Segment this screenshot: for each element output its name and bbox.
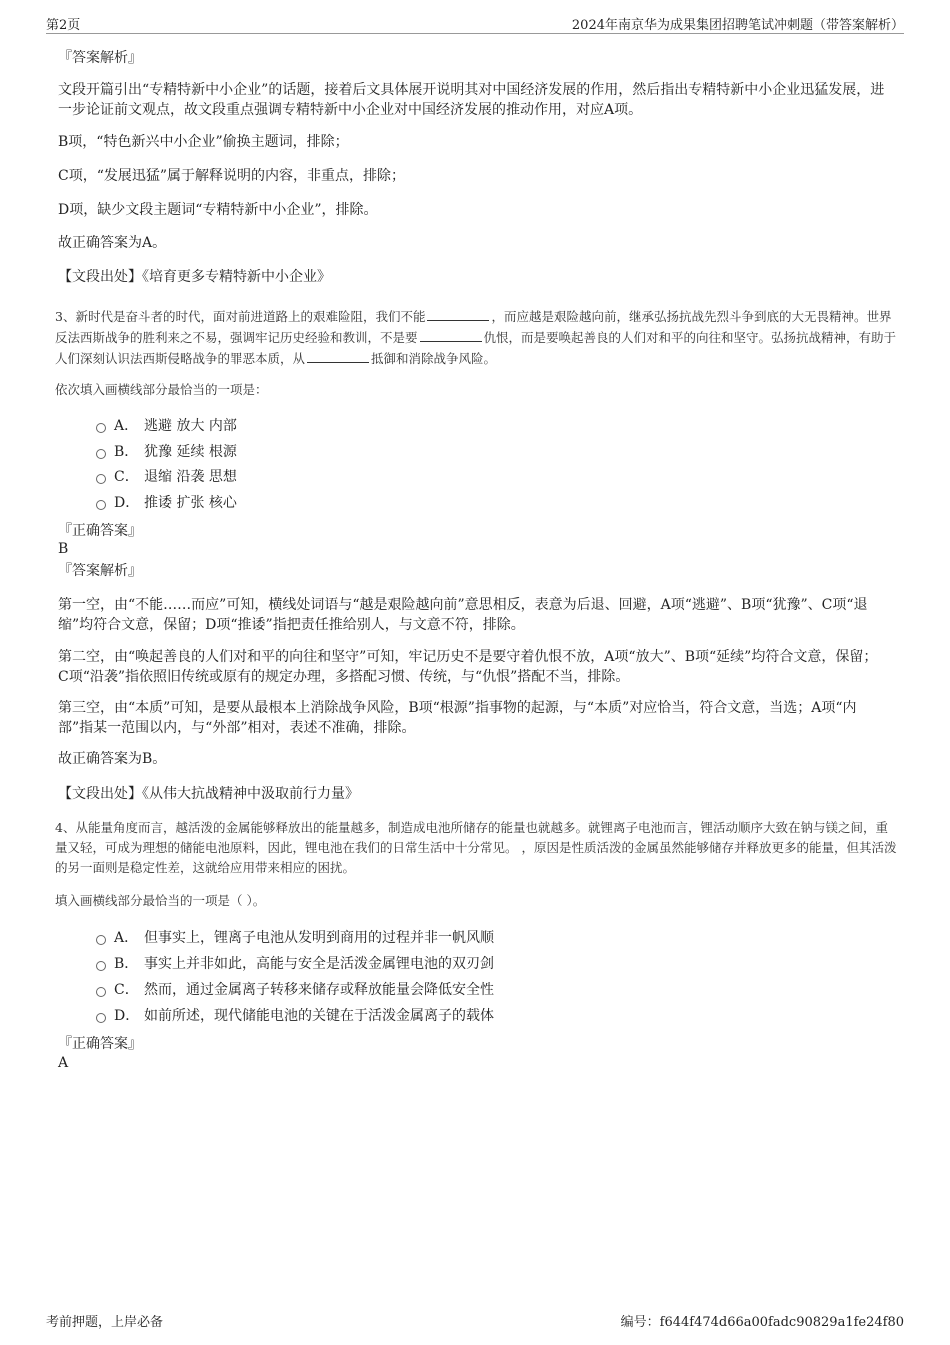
q2-analysis-p3: C项，“发展迅猛”属于解释说明的内容，非重点，排除； [58,168,406,184]
q4-option-b[interactable]: B． 事实上并非如此，高能与安全是活泼金属锂电池的双刃剑 [96,954,494,974]
radio-icon[interactable] [96,987,106,997]
radio-icon[interactable] [96,961,106,971]
q3-option-d[interactable]: D． 推诿 扩张 核心 [96,493,237,513]
q4-correct-answer: A [58,1055,69,1071]
q4-correct-title: 『正确答案』 [58,1036,142,1052]
radio-icon[interactable] [96,423,106,433]
radio-icon[interactable] [96,935,106,945]
q4-option-d[interactable]: D． 如前所述，现代储能电池的关键在于活泼金属离子的载体 [96,1006,494,1026]
q3-prompt: 依次填入画横线部分最恰当的一项是： [55,382,268,397]
q2-answer-line: 故正确答案为A。 [58,235,167,251]
q3-option-b[interactable]: B． 犹豫 延续 根源 [96,442,237,462]
q2-analysis-p2: B项，“特色新兴中小企业”偷换主题词，排除； [58,134,349,150]
page-header [46,13,904,34]
q3-answer-line: 故正确答案为B。 [58,751,167,767]
blank-3 [307,348,369,363]
blank-1 [427,306,489,321]
q3-analysis-p1: 第一空，由“不能……而应”可知，横线处词语与“越是艰险越向前”意思相反，表意为后退、回避，A项“逃避”、B项“犹豫”、C项“退缩”均符合文意，保留；D项“推诿”指把责任推给别人，与文意不符，排除。 [58,597,868,633]
q2-source: 【文段出处】《培育更多专精特新中小企业》 [58,269,331,285]
q3-correct-title: 『正确答案』 [58,523,142,539]
page-number: 第2页 [46,18,81,33]
radio-icon[interactable] [96,500,106,510]
radio-icon[interactable] [96,474,106,484]
q3-option-c[interactable]: C． 退缩 沿袭 思想 [96,467,237,487]
q2-analysis-p1: 文段开篇引出“专精特新中小企业”的话题，接着后文具体展开说明其对中国经济发展的作用，然后指出专精特新中小企业迅猛发展，进一步论证前文观点，故文段重点强调专精特新中小企业对中国经济发展的推动作用，对应A项。 [58,82,885,118]
q3-stem: 3、新时代是奋斗者的时代，面对前进道路上的艰难险阻，我们不能 ，而应越是艰险越向前，继承弘扬抗战先烈斗争到底的大无畏精神。世界反法西斯战争的胜利来之不易，强调牢记历史经验和教训，不是要 仇恨，而是要唤起善良的人们对和平的向往和坚守。弘扬抗战精神，有助于人们深刻认识法西斯侵略战争的罪恶本质，从 抵御和消除战争风险。 [55,306,897,369]
q3-analysis-p3: 第三空，由“本质”可知，是要从最根本上消除战争风险，B项“根源”指事物的起源，与“本质”对应恰当，符合文意，当选；A项“内部”指某一范围以内，与“外部”相对，表述不准确，排除。 [58,700,857,736]
q2-analysis-title: 『答案解析』 [58,50,142,66]
q3-source: 【文段出处】《从伟大抗战精神中汲取前行力量》 [58,786,359,802]
q2-analysis-p4: D项，缺少文段主题词“专精特新中小企业”，排除。 [58,202,378,218]
q4-prompt: 填入画横线部分最恰当的一项是（ ）。 [55,893,266,908]
q3-correct-answer: B [58,541,69,557]
document-title: 2024年南京华为成果集团招聘笔试冲刺题（带答案解析） [571,18,904,33]
q3-option-a[interactable]: A． 逃避 放大 内部 [96,416,237,436]
q3-analysis-p2: 第二空，由“唤起善良的人们对和平的向往和坚守”可知，牢记历史不是要守着仇恨不放，A项“放大”、B项“延续”均符合文意，保留；C项“沿袭”指依照旧传统或原有的规定办理，多搭配习惯、传统，与“仇恨”搭配不当，排除。 [58,649,878,685]
q3-analysis-title: 『答案解析』 [58,563,142,579]
q4-option-c[interactable]: C． 然而，通过金属离子转移来储存或释放能量会降低安全性 [96,980,494,1000]
radio-icon[interactable] [96,1013,106,1023]
radio-icon[interactable] [96,449,106,459]
q4-stem: 4、从能量角度而言，越活泼的金属能够释放出的能量越多，制造成电池所储存的能量也就越多。就锂离子电池而言，锂活动顺序大致在钠与镁之间，重量又轻，可成为理想的储能电池原料，因此，锂电池在我们的日常生活中十分常见。 ，原因是性质活泼的金属虽然能够储存并释放更多的能量，但其活泼的另一面则是稳定性差，这就给应用带来相应的困扰。 [55,820,897,875]
blank-2 [420,327,482,342]
q4-option-a[interactable]: A． 但事实上，锂离子电池从发明到商用的过程并非一帆风顺 [96,928,494,948]
footer-slogan: 考前押题，上岸必备 [46,1315,164,1330]
document-code: 编号：f644f474d66a00fadc90829a1fe24f80 [620,1315,904,1330]
